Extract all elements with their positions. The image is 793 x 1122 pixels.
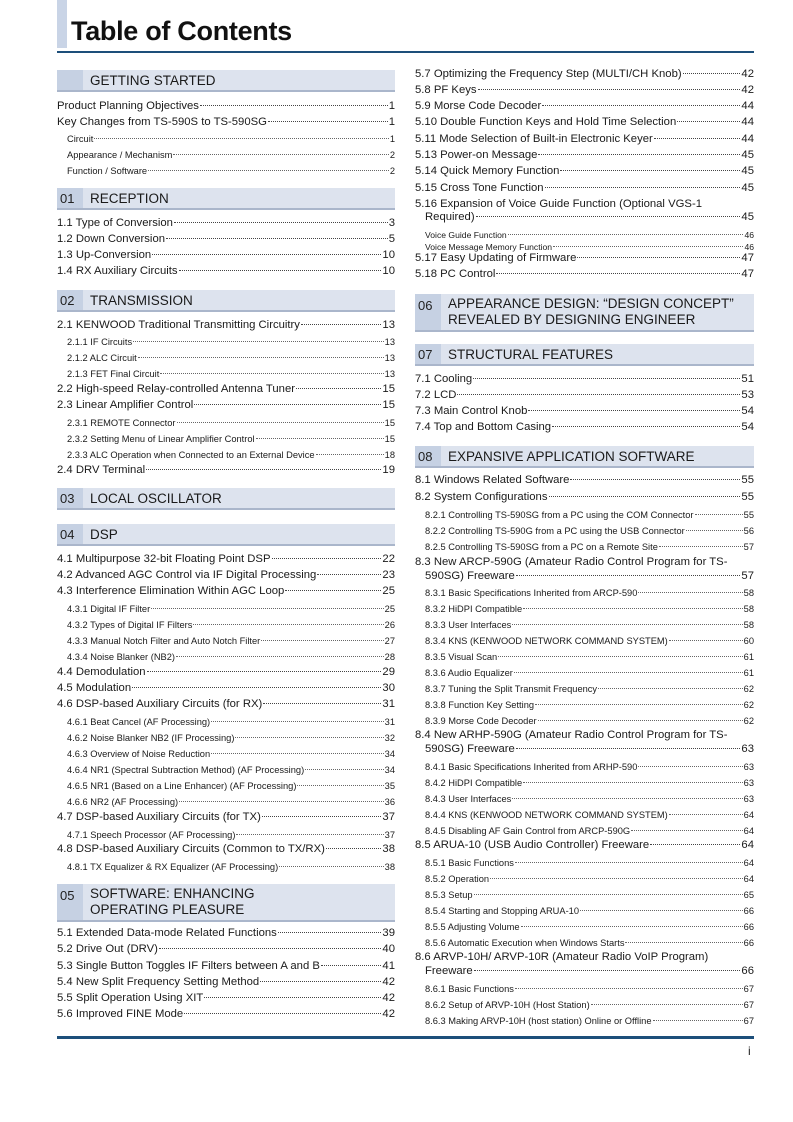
toc-entry[interactable]: 5.11 Mode Selection of Built-in Electronic Keyer 44 xyxy=(415,133,754,145)
toc-entry[interactable]: Key Changes from TS-590S to TS-590SG 1 xyxy=(57,116,395,128)
toc-entry[interactable]: 5.5 Split Operation Using XIT 42 xyxy=(57,992,395,1004)
toc-subentry[interactable]: 8.4.4 KNS (KENWOOD NETWORK COMMAND SYSTEM) 64 xyxy=(425,810,754,820)
toc-entry[interactable]: 2.4 DRV Terminal 19 xyxy=(57,464,395,476)
toc-subentry[interactable]: Voice Message Memory Function 46 xyxy=(425,242,754,252)
toc-subentry[interactable]: Appearance / Mechanism 2 xyxy=(67,150,395,160)
toc-entry-line1[interactable]: 8.4 New ARHP-590G (Amateur Radio Control Program for TS- xyxy=(415,729,728,741)
section-header-02[interactable] xyxy=(57,290,395,312)
toc-subentry[interactable]: 8.5.1 Basic Functions 64 xyxy=(425,858,754,868)
section-header-01[interactable] xyxy=(57,188,395,210)
toc-subentry[interactable]: 2.1.1 IF Circuits 13 xyxy=(67,337,395,347)
section-title: TRANSMISSION xyxy=(90,293,193,308)
toc-entry[interactable]: 1.3 Up-Conversion 10 xyxy=(57,249,395,261)
toc-entry-line1[interactable]: 5.16 Expansion of Voice Guide Function (Optional VGS-1 xyxy=(415,198,702,210)
toc-entry[interactable]: 7.2 LCD 53 xyxy=(415,389,754,401)
section-number: 04 xyxy=(60,527,75,542)
toc-entry[interactable]: 2.3 Linear Amplifier Control 15 xyxy=(57,399,395,411)
toc-entry[interactable]: 5.10 Double Function Keys and Hold Time Selection 44 xyxy=(415,116,754,128)
toc-entry[interactable]: 8.5 ARUA-10 (USB Audio Controller) Freeware 64 xyxy=(415,839,754,851)
toc-subentry[interactable]: 2.1.3 FET Final Circuit 13 xyxy=(67,369,395,379)
section-header-getting-started[interactable] xyxy=(57,70,395,92)
toc-subentry[interactable]: 4.6.2 Noise Blanker NB2 (IF Processing) 32 xyxy=(67,733,395,743)
section-header-08[interactable] xyxy=(415,446,754,468)
toc-subentry[interactable]: 4.3.3 Manual Notch Filter and Auto Notch Filter 27 xyxy=(67,636,395,646)
section-header-03[interactable] xyxy=(57,488,395,510)
section-title: GETTING STARTED xyxy=(90,73,216,88)
bottom-rule xyxy=(57,1036,754,1039)
toc-entry[interactable]: 5.3 Single Button Toggles IF Filters between A and B 41 xyxy=(57,960,395,972)
toc-entry[interactable]: 7.3 Main Control Knob 54 xyxy=(415,405,754,417)
toc-subentry[interactable]: 2.3.1 REMOTE Connector 15 xyxy=(67,418,395,428)
toc-subentry[interactable]: 8.3.3 User Interfaces 58 xyxy=(425,620,754,630)
toc-entry[interactable]: 5.17 Easy Updating of Firmware 47 xyxy=(415,252,754,264)
toc-entry[interactable]: 1.4 RX Auxiliary Circuits 10 xyxy=(57,265,395,277)
section-header-06[interactable] xyxy=(415,294,754,332)
toc-entry[interactable]: 4.2 Advanced AGC Control via IF Digital Processing 23 xyxy=(57,569,395,581)
toc-entry[interactable]: 5.15 Cross Tone Function 45 xyxy=(415,182,754,194)
toc-entry[interactable]: 5.6 Improved FINE Mode 42 xyxy=(57,1008,395,1020)
toc-subentry[interactable]: Voice Guide Function 46 xyxy=(425,230,754,240)
section-number: 05 xyxy=(60,888,75,903)
toc-subentry[interactable]: 8.3.1 Basic Specifications Inherited from ARCP-590 58 xyxy=(425,588,754,598)
toc-subentry[interactable]: 8.3.2 HiDPI Compatible 58 xyxy=(425,604,754,614)
section-header-05[interactable] xyxy=(57,884,395,922)
toc-subentry[interactable]: 8.4.5 Disabling AF Gain Control from ARCP-590G 64 xyxy=(425,826,754,836)
toc-subentry[interactable]: 4.6.1 Beat Cancel (AF Processing) 31 xyxy=(67,717,395,727)
toc-entry-line2[interactable]: 590SG) Freeware 63 xyxy=(425,743,754,755)
toc-subentry[interactable]: 8.2.2 Controlling TS-590G from a PC using the USB Connector 56 xyxy=(425,526,754,536)
toc-entry-line2[interactable]: 590SG) Freeware 57 xyxy=(425,570,754,582)
title-accent-bar xyxy=(57,0,67,48)
toc-entry[interactable]: 5.18 PC Control 47 xyxy=(415,268,754,280)
toc-entry[interactable]: 4.6 DSP-based Auxiliary Circuits (for RX) 31 xyxy=(57,698,395,710)
toc-entry-line1[interactable]: 8.3 New ARCP-590G (Amateur Radio Control Program for TS- xyxy=(415,556,728,568)
toc-entry[interactable]: 4.4 Demodulation 29 xyxy=(57,666,395,678)
toc-entry[interactable]: 1.1 Type of Conversion 3 xyxy=(57,217,395,229)
toc-subentry[interactable]: 8.3.6 Audio Equalizer 61 xyxy=(425,668,754,678)
toc-entry-line1[interactable]: 8.6 ARVP-10H/ ARVP-10R (Amateur Radio VoIP Program) xyxy=(415,951,709,963)
toc-entry-line2[interactable]: Freeware 66 xyxy=(425,965,754,977)
toc-subentry[interactable]: 8.3.9 Morse Code Decoder 62 xyxy=(425,716,754,726)
toc-subentry[interactable]: 8.6.3 Making ARVP-10H (host station) Online or Offline 67 xyxy=(425,1016,754,1026)
section-title: LOCAL OSCILLATOR xyxy=(90,491,222,506)
toc-subentry[interactable]: 8.3.8 Function Key Setting 62 xyxy=(425,700,754,710)
section-number: 07 xyxy=(418,347,433,362)
toc-subentry[interactable]: 4.6.4 NR1 (Spectral Subtraction Method) (AF Processing) 34 xyxy=(67,765,395,775)
section-number: 06 xyxy=(418,298,433,313)
toc-entry[interactable]: 5.9 Morse Code Decoder 44 xyxy=(415,100,754,112)
toc-subentry[interactable]: Function / Software 2 xyxy=(67,166,395,176)
toc-subentry[interactable]: 4.3.2 Types of Digital IF Filters 26 xyxy=(67,620,395,630)
toc-subentry[interactable]: 4.8.1 TX Equalizer & RX Equalizer (AF Processing) 38 xyxy=(67,862,395,872)
toc-entry[interactable]: 8.2 System Configurations 55 xyxy=(415,491,754,503)
toc-subentry[interactable]: 2.1.2 ALC Circuit 13 xyxy=(67,353,395,363)
section-number: 02 xyxy=(60,293,75,308)
top-rule xyxy=(57,51,754,53)
toc-entry[interactable]: 8.1 Windows Related Software 55 xyxy=(415,474,754,486)
toc-entry[interactable]: 5.1 Extended Data-mode Related Functions 39 xyxy=(57,927,395,939)
toc-entry-line2[interactable]: Required) 45 xyxy=(425,211,754,223)
toc-subentry[interactable]: 8.5.6 Automatic Execution when Windows Starts 66 xyxy=(425,938,754,948)
page-number: i xyxy=(748,1044,751,1058)
toc-entry[interactable]: 2.1 KENWOOD Traditional Transmitting Circuitry 13 xyxy=(57,319,395,331)
toc-subentry[interactable]: 8.5.2 Operation 64 xyxy=(425,874,754,884)
toc-subentry[interactable]: 8.5.3 Setup 65 xyxy=(425,890,754,900)
page-title: Table of Contents xyxy=(71,16,292,46)
section-title: DSP xyxy=(90,527,118,542)
toc-subentry[interactable]: 4.7.1 Speech Processor (AF Processing) 37 xyxy=(67,830,395,840)
section-title: EXPANSIVE APPLICATION SOFTWARE xyxy=(448,449,695,464)
toc-subentry[interactable]: 8.4.3 User Interfaces 63 xyxy=(425,794,754,804)
toc-subentry[interactable]: 8.4.1 Basic Specifications Inherited from ARHP-590 63 xyxy=(425,762,754,772)
toc-subentry[interactable]: 8.6.1 Basic Functions 67 xyxy=(425,984,754,994)
toc-entry[interactable]: 4.5 Modulation 30 xyxy=(57,682,395,694)
toc-entry[interactable]: 4.3 Interference Elimination Within AGC Loop 25 xyxy=(57,585,395,597)
section-header-04[interactable] xyxy=(57,524,395,546)
section-title-line1: APPEARANCE DESIGN: “DESIGN CONCEPT” xyxy=(448,296,734,311)
toc-entry[interactable]: 4.1 Multipurpose 32-bit Floating Point DSP 22 xyxy=(57,553,395,565)
toc-subentry[interactable]: 4.3.1 Digital IF Filter 25 xyxy=(67,604,395,614)
section-title-line2: OPERATING PLEASURE xyxy=(90,902,245,917)
toc-subentry[interactable]: 2.3.3 ALC Operation when Connected to an External Device 18 xyxy=(67,450,395,460)
toc-subentry[interactable]: 4.6.6 NR2 (AF Processing) 36 xyxy=(67,797,395,807)
toc-entry[interactable]: 7.4 Top and Bottom Casing 54 xyxy=(415,421,754,433)
toc-subentry[interactable]: 4.3.4 Noise Blanker (NB2) 28 xyxy=(67,652,395,662)
toc-entry[interactable]: Product Planning Objectives 1 xyxy=(57,100,395,112)
section-header-07[interactable] xyxy=(415,344,754,366)
toc-subentry[interactable]: 8.6.2 Setup of ARVP-10H (Host Station) 67 xyxy=(425,1000,754,1010)
section-number: 03 xyxy=(60,491,75,506)
toc-subentry[interactable]: 8.3.4 KNS (KENWOOD NETWORK COMMAND SYSTEM) 60 xyxy=(425,636,754,646)
toc-subentry[interactable]: 8.4.2 HiDPI Compatible 63 xyxy=(425,778,754,788)
toc-entry[interactable]: 2.2 High-speed Relay-controlled Antenna Tuner 15 xyxy=(57,383,395,395)
section-number: 08 xyxy=(418,449,433,464)
section-title-line1: SOFTWARE: ENHANCING xyxy=(90,886,255,901)
toc-subentry[interactable]: 8.2.1 Controlling TS-590SG from a PC using the COM Connector 55 xyxy=(425,510,754,520)
toc-entry[interactable]: 5.13 Power-on Message 45 xyxy=(415,149,754,161)
section-title: RECEPTION xyxy=(90,191,169,206)
section-title: STRUCTURAL FEATURES xyxy=(448,347,614,362)
toc-subentry[interactable]: 8.5.4 Starting and Stopping ARUA-10 66 xyxy=(425,906,754,916)
toc-subentry[interactable]: 8.3.5 Visual Scan 61 xyxy=(425,652,754,662)
toc-entry[interactable]: 5.2 Drive Out (DRV) 40 xyxy=(57,943,395,955)
toc-entry[interactable]: 7.1 Cooling 51 xyxy=(415,373,754,385)
toc-subentry[interactable]: 8.3.7 Tuning the Split Transmit Frequency 62 xyxy=(425,684,754,694)
toc-subentry[interactable]: 2.3.2 Setting Menu of Linear Amplifier Control 15 xyxy=(67,434,395,444)
toc-subentry[interactable]: Circuit 1 xyxy=(67,134,395,144)
toc-entry[interactable]: 4.7 DSP-based Auxiliary Circuits (for TX) 37 xyxy=(57,811,395,823)
toc-entry[interactable]: 1.2 Down Conversion 5 xyxy=(57,233,395,245)
toc-entry[interactable]: 5.8 PF Keys 42 xyxy=(415,84,754,96)
toc-subentry[interactable]: 8.5.5 Adjusting Volume 66 xyxy=(425,922,754,932)
toc-entry[interactable]: 5.4 New Split Frequency Setting Method 42 xyxy=(57,976,395,988)
section-number: 01 xyxy=(60,191,75,206)
toc-entry[interactable]: 5.7 Optimizing the Frequency Step (MULTI/CH Knob) 42 xyxy=(415,68,754,80)
toc-subentry[interactable]: 4.6.3 Overview of Noise Reduction 34 xyxy=(67,749,395,759)
toc-subentry[interactable]: 4.6.5 NR1 (Based on a Line Enhancer) (AF Processing) 35 xyxy=(67,781,395,791)
toc-entry[interactable]: 4.8 DSP-based Auxiliary Circuits (Common to TX/RX) 38 xyxy=(57,843,395,855)
toc-subentry[interactable]: 8.2.5 Controlling TS-590SG from a PC on a Remote Site 57 xyxy=(425,542,754,552)
section-title-line2: REVEALED BY DESIGNING ENGINEER xyxy=(448,312,696,327)
toc-entry[interactable]: 5.14 Quick Memory Function 45 xyxy=(415,165,754,177)
